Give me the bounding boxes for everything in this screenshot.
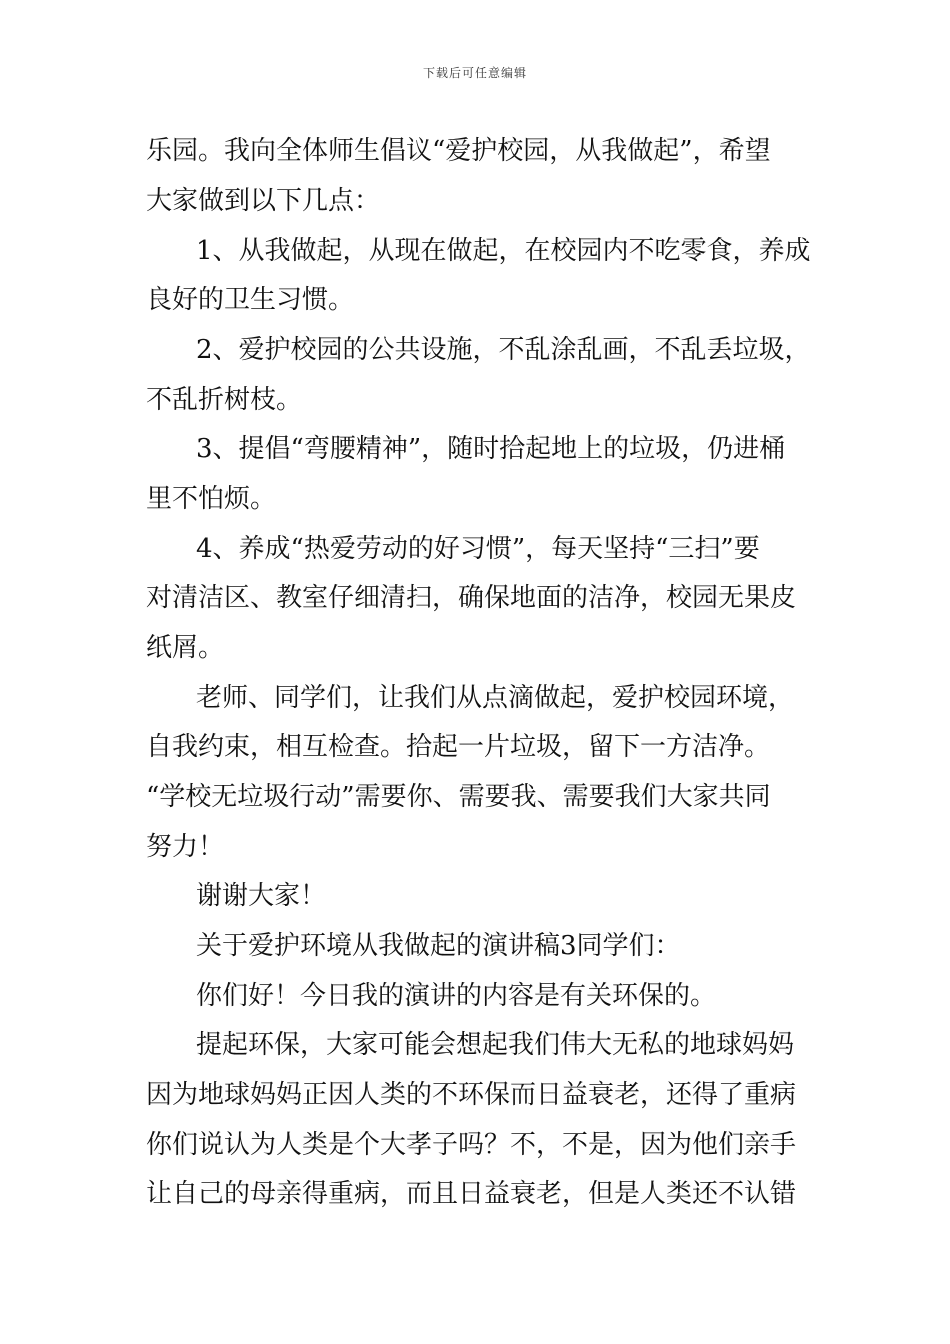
text-line: 你们好！今日我的演讲的内容是有关环保的。 [196, 981, 717, 1011]
text-line: 谢谢大家！ [196, 881, 327, 911]
text-line: 纸屑。 [146, 633, 225, 663]
text-line: “学校无垃圾行动”需要你、需要我、需要我们大家共同 [146, 782, 771, 812]
text-line: 4、养成“热爱劳动的好习惯”，每天坚持“三扫”要 [196, 534, 760, 564]
text-line: 关于爱护环境从我做起的演讲稿3同学们： [196, 931, 681, 961]
text-line: 乐园。我向全体师生倡议“爱护校园，从我做起”，希望 [146, 136, 771, 166]
text-line: 让自己的母亲得重病，而且日益衰老，但是人类还不认错 [146, 1179, 797, 1209]
text-line: 老师、同学们，让我们从点滴做起，爱护校园环境， [196, 683, 795, 713]
text-line: 大家做到以下几点： [146, 186, 381, 216]
text-line: 2、爱护校园的公共设施，不乱涂乱画，不乱丢垃圾， [196, 335, 811, 365]
text-line: 3、提倡“弯腰精神”，随时拾起地上的垃圾，仍进桶 [196, 434, 786, 464]
text-line: 良好的卫生习惯。 [146, 285, 355, 315]
text-line: 因为地球妈妈正因人类的不环保而日益衰老，还得了重病 [146, 1080, 797, 1110]
text-line: 你们说认为人类是个大孝子吗？不，不是，因为他们亲手 [146, 1130, 797, 1160]
text-line: 自我约束，相互检查。拾起一片垃圾，留下一方洁净。 [146, 732, 771, 762]
text-line: 不乱折树枝。 [146, 385, 303, 415]
page-header: 下载后可任意编辑 [422, 66, 527, 80]
text-line: 努力！ [146, 832, 225, 862]
text-line: 1、从我做起，从现在做起，在校园内不吃零食，养成 [196, 236, 811, 266]
text-line: 对清洁区、教室仔细清扫，确保地面的洁净，校园无果皮 [146, 583, 797, 613]
text-line: 提起环保，大家可能会想起我们伟大无私的地球妈妈 [196, 1030, 795, 1060]
text-line: 里不怕烦。 [146, 484, 277, 514]
